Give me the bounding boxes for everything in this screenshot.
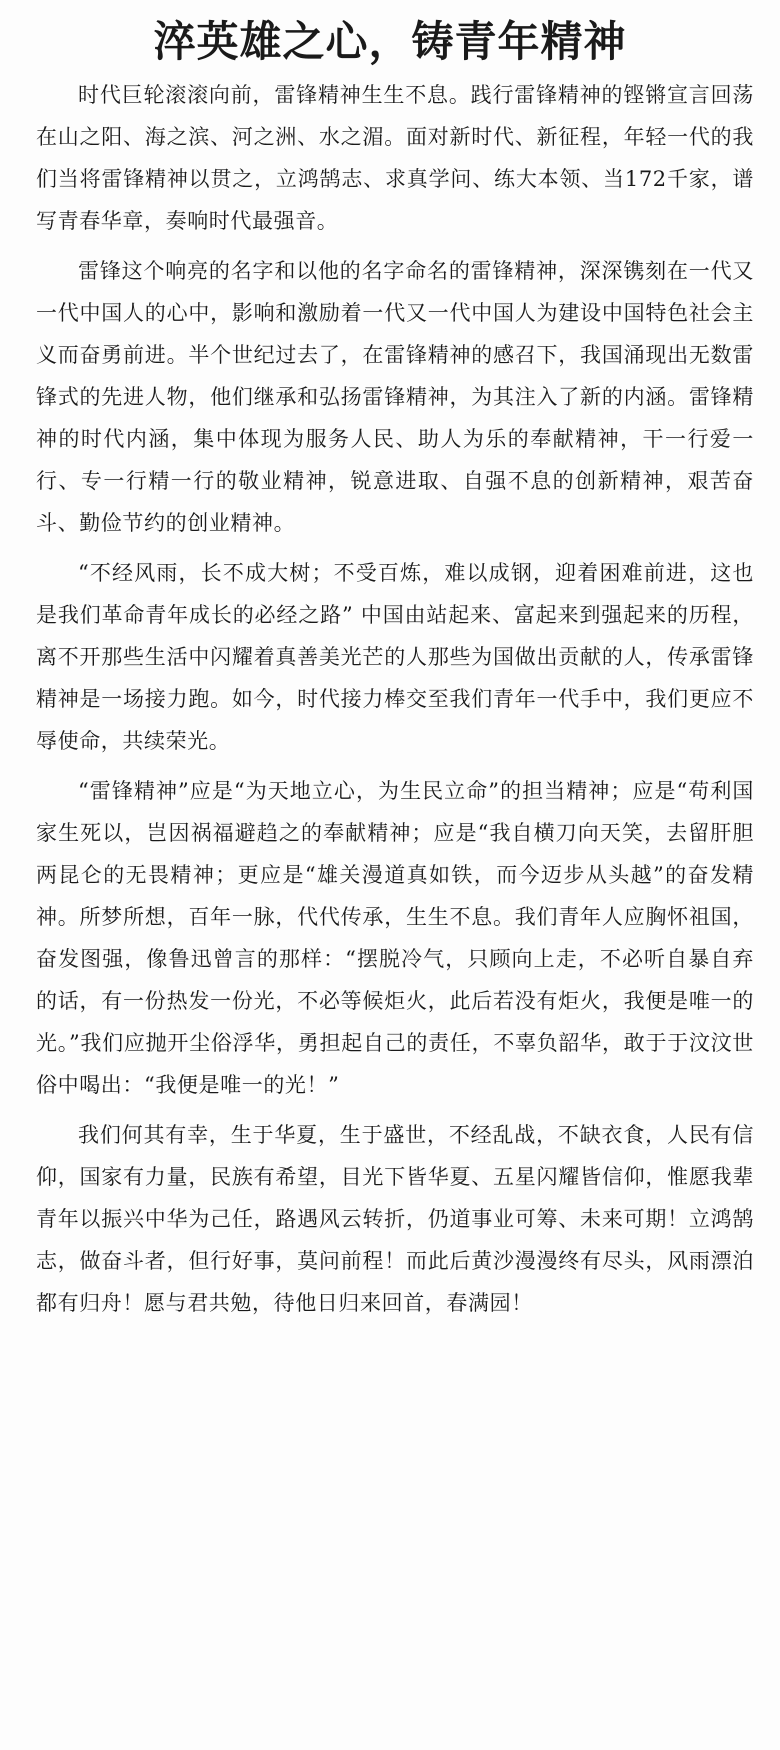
paragraph-3: “不经风雨，长不成大树；不受百炼，难以成钢，迎着困难前进，这也是我们革命青年成长的必经之路” 中国由站起来、富起来到强起来的历程，离不开那些生活中闪耀着真善美光芒的人那些为国做出贡献的人，传承雷锋精神是一场接力跑。如今，时代接力棒交至我们青年一代手中，我们更应不辱使命，共续荣光。	[36, 561, 754, 753]
paragraph-1: 时代巨轮滚滚向前，雷锋精神生生不息。践行雷锋精神的铿锵宣言回荡在山之阳、海之滨、河之洲、水之湄。面对新时代、新征程，年轻一代的我们当将雷锋精神以贯之，立鸿鹄志、求真学问、练大本领、当172千家，谱写青春华章，奏响时代最强音。	[36, 83, 754, 233]
essay-body	[36, 74, 754, 1324]
essay-title: 淬英雄之心，铸青年精神	[153, 17, 627, 66]
paragraph-4: “雷锋精神”应是“为天地立心，为生民立命”的担当精神；应是“苟利国家生死以，岂因祸福避趋之的奉献精神；应是“我自横刀向天笑，去留肝胆两昆仑的无畏精神；更应是“雄关漫道真如铁，而今迈步从头越”的奋发精神。所梦所想，百年一脉，代代传承，生生不息。我们青年人应胸怀祖国，奋发图强，像鲁迅曾言的那样：“摆脱冷气，只顾向上走，不必听自暴自弃的话，有一份热发一份光，不必等候炬火，此后若没有炬火，我便是唯一的光。”我们应抛开尘俗浮华，勇担起自己的责任，不辜负韶华，敢于于汶汶世俗中喝出：“我便是唯一的光！”	[36, 779, 754, 1097]
paragraph-2: 雷锋这个响亮的名字和以他的名字命名的雷锋精神，深深镌刻在一代又一代中国人的心中，影响和激励着一代又一代中国人为建设中国特色社会主义而奋勇前进。半个世纪过去了，在雷锋精神的感召下，我国涌现出无数雷锋式的先进人物，他们继承和弘扬雷锋精神，为其注入了新的内涵。雷锋精神的时代内涵，集中体现为服务人民、助人为乐的奉献精神，干一行爱一行、专一行精一行的敬业精神，锐意进取、自强不息的创新精神，艰苦奋斗、勤俭节约的创业精神。	[36, 259, 754, 535]
paragraph-5: 我们何其有幸，生于华夏，生于盛世，不经乱战，不缺衣食，人民有信仰，国家有力量，民族有希望，目光下皆华夏、五星闪耀皆信仰，惟愿我辈青年以振兴中华为己任，路遇风云转折，仍道事业可筹、未来可期！立鸿鹄志，做奋斗者，但行好事，莫问前程！而此后黄沙漫漫终有尽头，风雨漂泊都有归舟！愿与君共勉，待他日归来回首，春满园！	[36, 1123, 754, 1315]
